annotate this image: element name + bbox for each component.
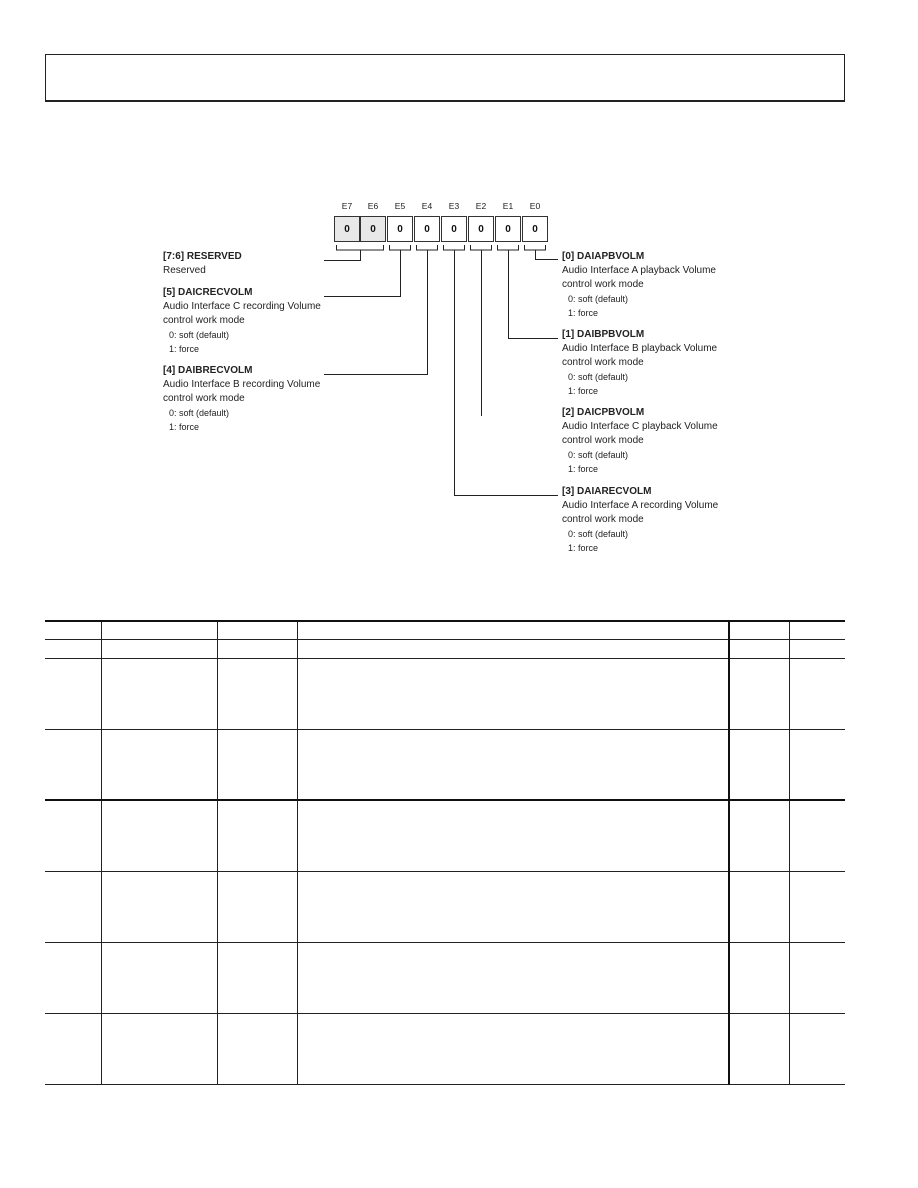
bit-label-e3: E3 (448, 201, 460, 211)
bracket-0 (525, 245, 546, 250)
field-daiapbvolm (562, 250, 716, 320)
header-cell (217, 621, 297, 639)
bit-cell-e6: 0 (360, 216, 386, 242)
field-reserved (163, 250, 242, 278)
field-daiarecvolm-desc2: control work mode (562, 514, 644, 525)
header-cell (789, 621, 845, 639)
bit-label-e5: E5 (394, 201, 406, 211)
field-daicpbvolm-title: [2] DAICPBVOLM (562, 407, 645, 418)
field-daiapbvolm-title: [0] DAIAPBVOLM (562, 251, 645, 262)
field-daicrecvolm (163, 286, 321, 356)
bit-cell-e3: 0 (441, 216, 467, 242)
bit-label-e0: E0 (529, 201, 541, 211)
field-reserved-desc: Reserved (163, 265, 206, 276)
field-daicpbvolm-desc1: Audio Interface C playback Volume (562, 421, 718, 432)
table-row (45, 942, 845, 1013)
field-daiapbvolm-desc2: control work mode (562, 279, 644, 290)
field-daibrecvolm (163, 364, 320, 434)
field-daibrecvolm-desc2: control work mode (163, 393, 245, 404)
bracket-4 (417, 245, 438, 250)
field-daibrecvolm-opt0: 0: soft (default) (169, 408, 230, 418)
bracket-2 (471, 245, 492, 250)
field-daiarecvolm-desc1: Audio Interface A recording Volume (562, 500, 719, 511)
header-cell (297, 621, 729, 639)
table-row (45, 871, 845, 942)
field-daiapbvolm-opt0: 0: soft (default) (568, 294, 629, 304)
table-row (45, 729, 845, 800)
field-daibpbvolm-opt0: 0: soft (default) (568, 372, 629, 382)
header-cell (45, 621, 101, 639)
field-daicpbvolm (562, 406, 718, 476)
field-daibpbvolm-desc1: Audio Interface B playback Volume (562, 343, 718, 354)
field-daicrecvolm-desc1: Audio Interface C recording Volume (163, 301, 321, 312)
bit-cell-e5: 0 (387, 216, 413, 242)
field-daicrecvolm-opt1: 1: force (169, 344, 200, 354)
field-daicpbvolm-opt0: 0: soft (default) (568, 450, 629, 460)
bit-label-e2: E2 (475, 201, 487, 211)
bit-cell-e7: 0 (334, 216, 360, 242)
field-daiarecvolm (562, 485, 718, 555)
field-daiarecvolm-title: [3] DAIARECVOLM (562, 486, 652, 497)
bracket-1 (498, 245, 519, 250)
table-header-row (45, 621, 845, 639)
field-daicrecvolm-title: [5] DAICRECVOLM (163, 287, 253, 298)
table-row (45, 800, 845, 871)
field-daicrecvolm-opt0: 0: soft (default) (169, 330, 230, 340)
bit-cell-e0: 0 (522, 216, 548, 242)
register-bit-table (45, 620, 845, 1085)
field-daicpbvolm-desc2: control work mode (562, 435, 644, 446)
field-daiarecvolm-opt1: 1: force (568, 543, 599, 553)
leader-daiarecvolm (455, 250, 559, 496)
field-daibpbvolm-title: [1] DAIBPBVOLM (562, 329, 645, 340)
leader-daicrecvolm (324, 250, 401, 297)
bit-cell-e2: 0 (468, 216, 494, 242)
field-daibpbvolm-desc2: control work mode (562, 357, 644, 368)
bit-cell-e1: 0 (495, 216, 521, 242)
leader-reserved (324, 250, 361, 261)
field-daiarecvolm-opt0: 0: soft (default) (568, 529, 629, 539)
bit-label-e6: E6 (367, 201, 379, 211)
table-row (45, 1013, 845, 1084)
field-daibpbvolm-opt1: 1: force (568, 386, 599, 396)
field-reserved-title: [7:6] RESERVED (163, 251, 242, 262)
bit-label-e4: E4 (421, 201, 433, 211)
field-daicrecvolm-desc2: control work mode (163, 315, 245, 326)
field-daibrecvolm-opt1: 1: force (169, 422, 200, 432)
header-cell (101, 621, 217, 639)
leader-daibpbvolm (509, 250, 559, 339)
field-daibrecvolm-title: [4] DAIBRECVOLM (163, 365, 253, 376)
field-daiapbvolm-desc1: Audio Interface A playback Volume (562, 265, 716, 276)
bracket-7-6 (337, 245, 384, 250)
leader-daiapbvolm (536, 250, 559, 260)
field-daiapbvolm-opt1: 1: force (568, 308, 599, 318)
field-daibrecvolm-desc1: Audio Interface B recording Volume (163, 379, 321, 390)
bracket-5 (390, 245, 411, 250)
field-daicpbvolm-opt1: 1: force (568, 464, 599, 474)
leader-daibrecvolm (324, 250, 428, 375)
field-daibpbvolm (562, 328, 717, 398)
bit-cell-e4: 0 (414, 216, 440, 242)
header-cell (729, 621, 789, 639)
table-row (45, 639, 845, 658)
bracket-3 (444, 245, 465, 250)
table-row (45, 658, 845, 729)
bit-label-e7: E7 (341, 201, 353, 211)
bit-label-e1: E1 (502, 201, 514, 211)
